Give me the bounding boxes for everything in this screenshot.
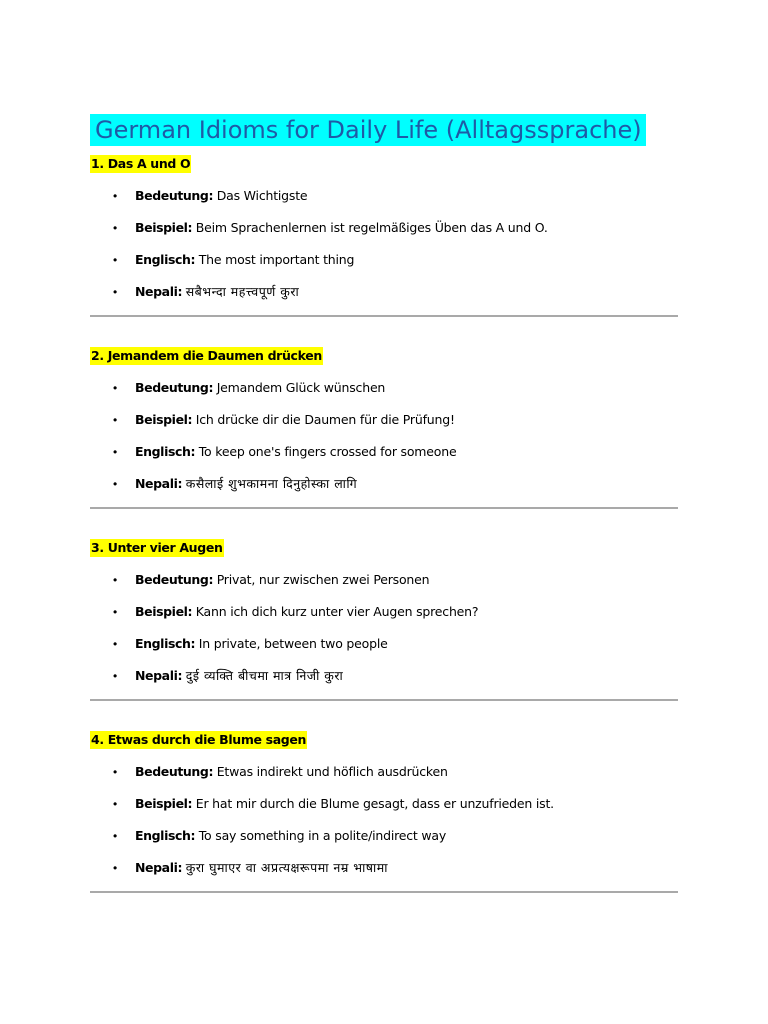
field-label: Englisch: [135,636,196,651]
bullet: • [113,669,118,683]
bullet: • [113,797,118,811]
idiom-field-list [90,756,678,884]
idiom-heading: 3. Unter vier Augen [91,540,223,555]
field-value: दुई व्यक्ति बीचमा मात्र निजी कुरा [185,668,344,683]
field-label: Nepali: [135,476,183,491]
idiom-section [90,146,678,317]
field-englisch [90,244,678,276]
bullet: • [113,445,118,459]
field-beispiel [90,404,678,436]
field-value: To say something in a polite/indirect way [198,828,447,843]
field-beispiel [90,596,678,628]
field-bedeutung [90,756,678,788]
field-label: Nepali: [135,860,183,875]
section-divider [90,699,678,701]
field-value: Kann ich dich kurz unter vier Augen sprechen? [195,604,479,619]
field-value: Er hat mir durch die Blume gesagt, dass er unzufrieden ist. [195,796,554,811]
field-label: Bedeutung: [135,764,214,779]
field-englisch [90,628,678,660]
field-value: Das Wichtigste [216,188,308,203]
field-value: The most important thing [198,252,355,267]
idiom-field-list [90,180,678,308]
bullet: • [113,637,118,651]
bullet: • [113,573,118,587]
section-divider [90,315,678,317]
bullet: • [113,829,118,843]
field-beispiel [90,212,678,244]
bullet: • [113,861,118,875]
field-label: Beispiel: [135,796,193,811]
idiom-heading: 4. Etwas durch die Blume sagen [91,732,307,747]
field-label: Beispiel: [135,412,193,427]
bullet: • [113,381,118,395]
idiom-field-list [90,564,678,692]
bullet: • [113,477,118,491]
idiom-heading: 2. Jemandem die Daumen drücken [91,348,322,363]
field-englisch [90,820,678,852]
field-value: Beim Sprachenlernen ist regelmäßiges Üben das A und O. [195,220,548,235]
field-nepali [90,276,678,308]
field-value: सबैभन्दा महत्त्वपूर्ण कुरा [185,284,300,299]
idiom-section [90,531,678,701]
idiom-heading: 1. Das A und O [91,156,191,171]
document-title: German Idioms for Daily Life (Alltagssprache) [90,114,646,146]
document-page [90,114,678,893]
field-label: Englisch: [135,828,196,843]
field-englisch [90,436,678,468]
field-value: Etwas indirekt und höflich ausdrücken [216,764,448,779]
field-label: Englisch: [135,444,196,459]
field-beispiel [90,788,678,820]
field-label: Englisch: [135,252,196,267]
field-label: Bedeutung: [135,380,214,395]
field-nepali [90,852,678,884]
bullet: • [113,413,118,427]
field-label: Nepali: [135,668,183,683]
bullet: • [113,285,118,299]
field-value: कसैलाई शुभकामना दिनुहोस्का लागि [185,476,358,491]
field-nepali [90,660,678,692]
bullet: • [113,189,118,203]
field-label: Nepali: [135,284,183,299]
idiom-section [90,339,678,509]
field-bedeutung [90,372,678,404]
section-divider [90,891,678,893]
bullet: • [113,253,118,267]
section-divider [90,507,678,509]
field-value: To keep one's fingers crossed for someone [198,444,457,459]
field-value: कुरा घुमाएर वा अप्रत्यक्षरूपमा नम्र भाषामा [185,860,388,875]
field-bedeutung [90,564,678,596]
field-label: Beispiel: [135,220,193,235]
field-label: Bedeutung: [135,188,214,203]
field-bedeutung [90,180,678,212]
field-value: In private, between two people [198,636,388,651]
field-value: Jemandem Glück wünschen [216,380,386,395]
idiom-field-list [90,372,678,500]
bullet: • [113,605,118,619]
field-nepali [90,468,678,500]
field-value: Ich drücke dir die Daumen für die Prüfung! [195,412,455,427]
field-value: Privat, nur zwischen zwei Personen [216,572,430,587]
bullet: • [113,221,118,235]
field-label: Bedeutung: [135,572,214,587]
bullet: • [113,765,118,779]
idiom-section [90,723,678,893]
field-label: Beispiel: [135,604,193,619]
